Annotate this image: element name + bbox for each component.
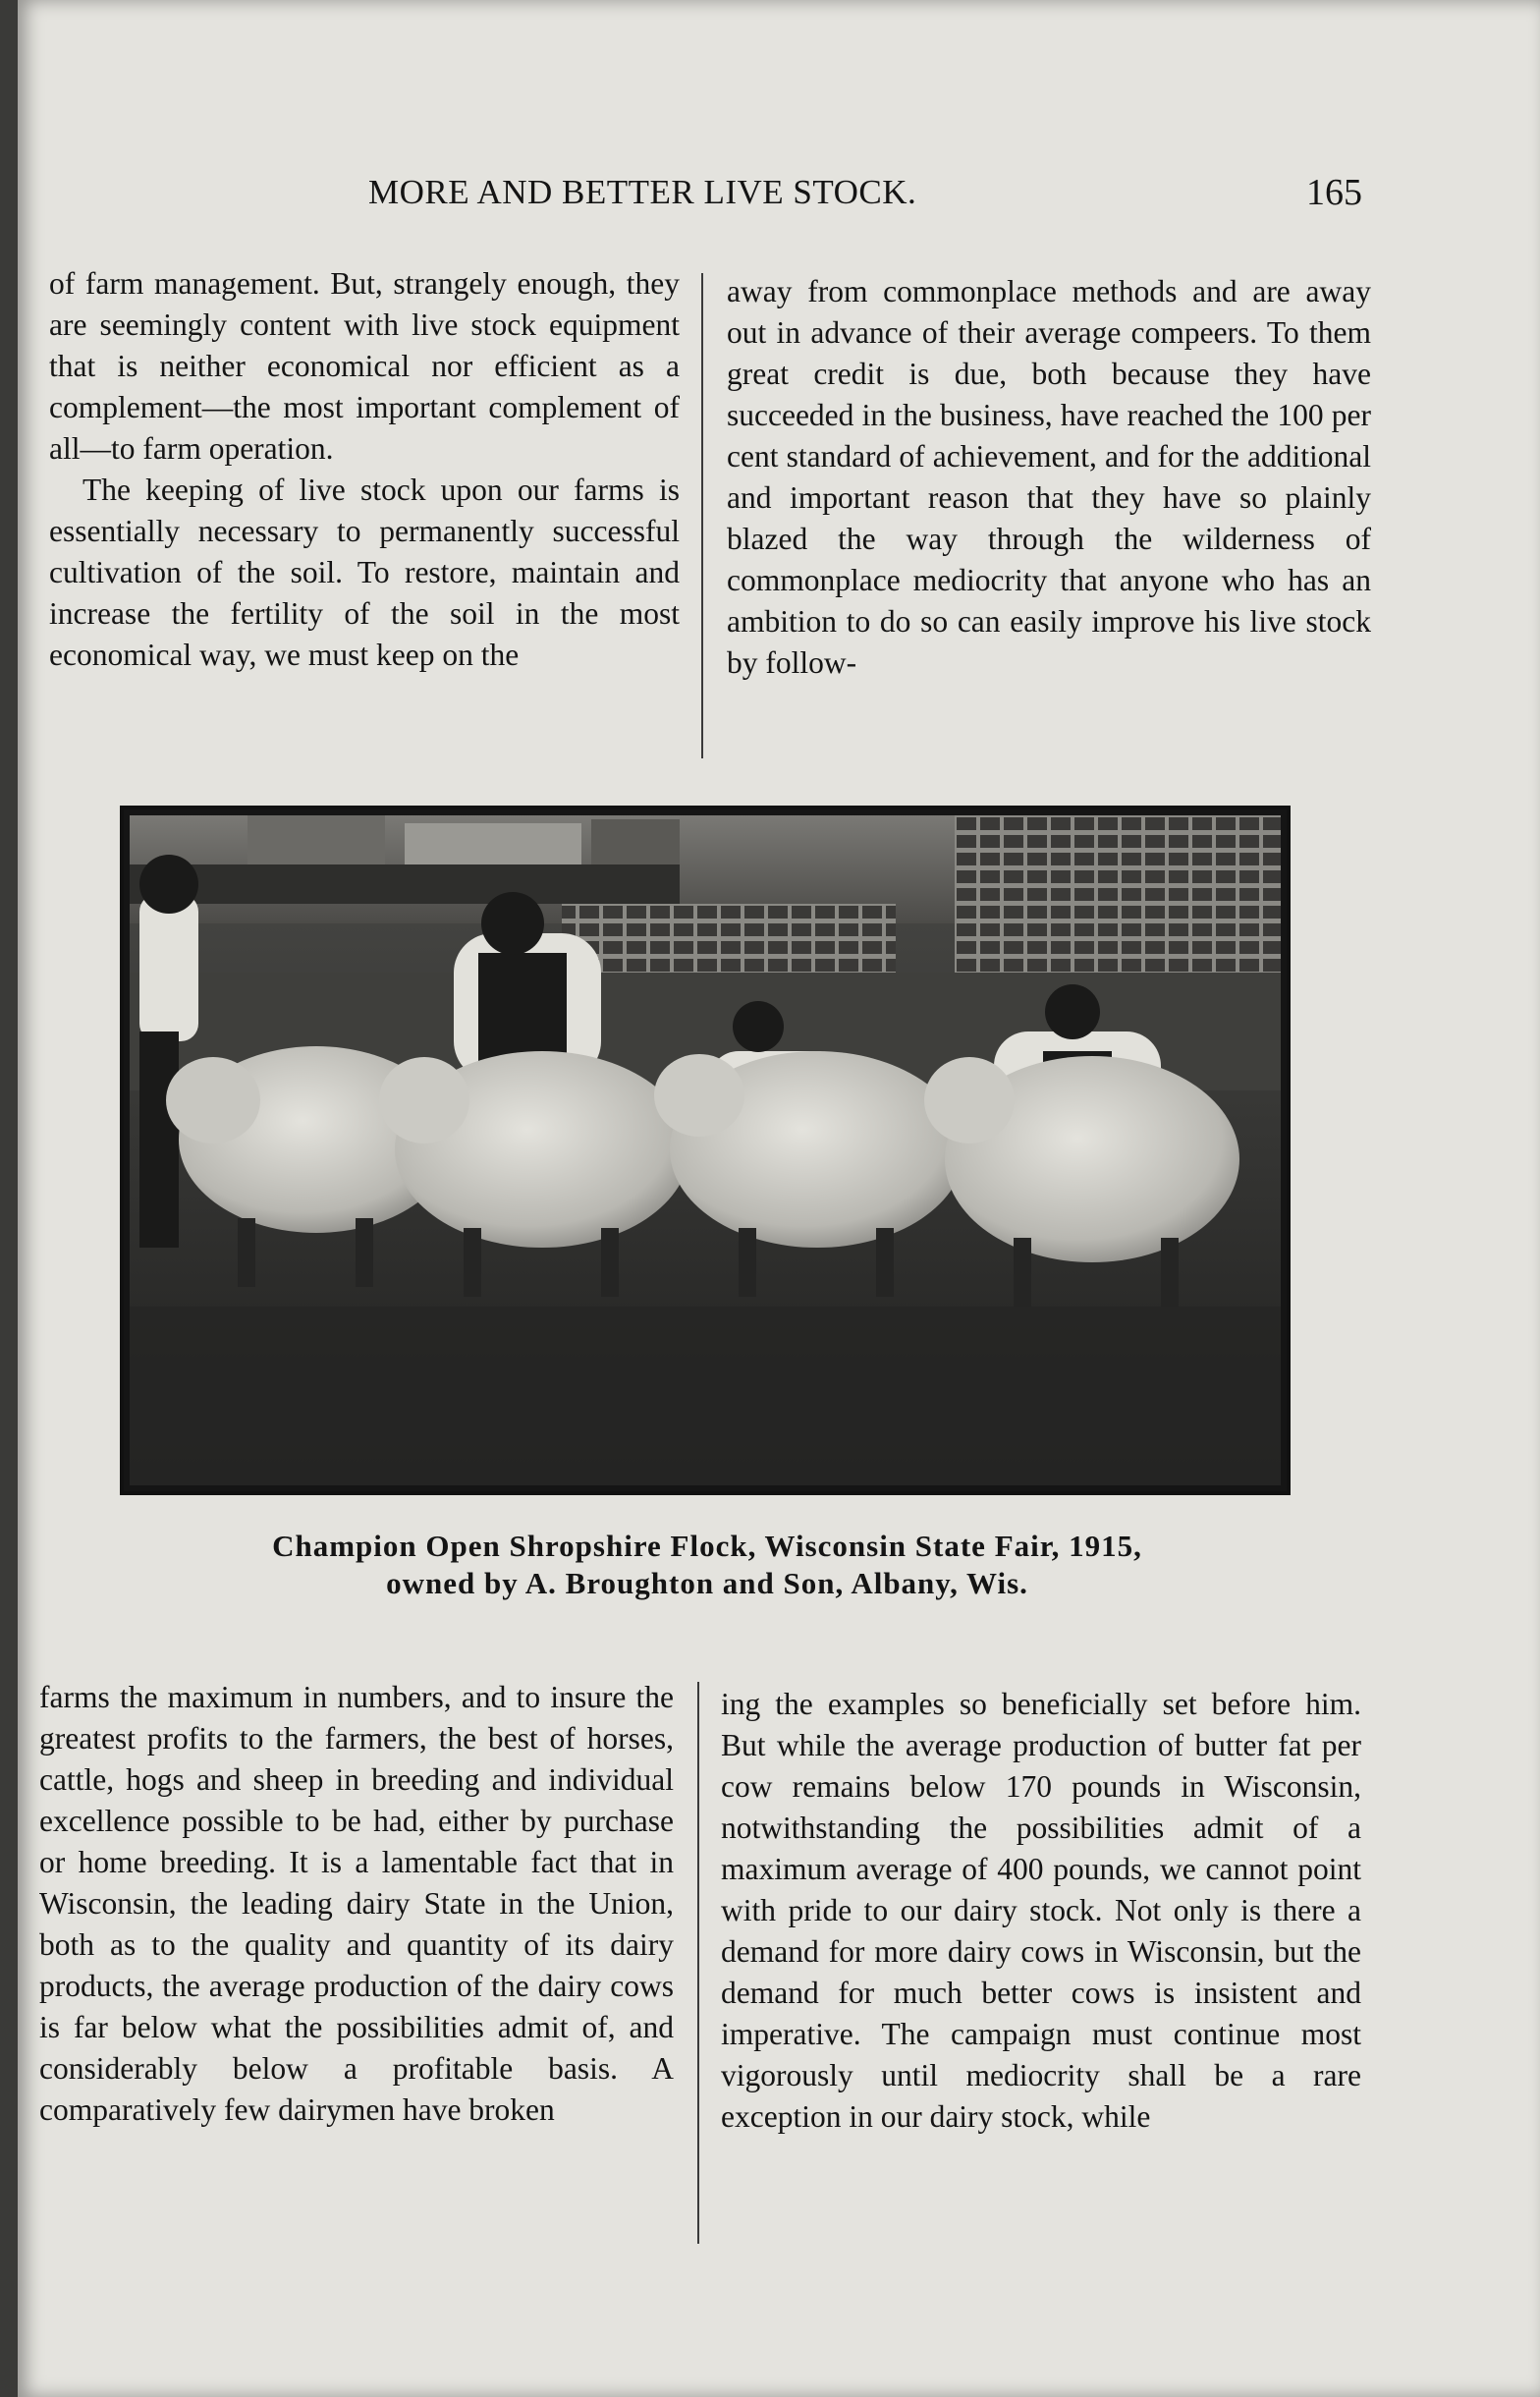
paragraph: The keeping of live stock upon our farms is essentially necessary to permanently successful cultivation of the soil. To restore, maintain and increase the fertility of the soil in the most economical way, we must keep on the (49, 473, 680, 672)
paragraph: ing the examples so beneficially set before him. But while the average production of butter fat per cow remains below 170 pounds in Wisconsin, notwithstanding the possibilities admit of a maximum average of 400 pounds, we cannot point with pride to our dairy stock. Not only is there a demand for more dairy cows in Wisconsin, but the demand for much better cows is insistent and imperative. The campaign must continue most vigorously until mediocrity shall be a rare exception in our dairy stock, while (721, 1687, 1361, 2134)
page-binding-edge (0, 0, 18, 2397)
column-divider (697, 1682, 699, 2244)
figure-caption (98, 1528, 1316, 1602)
sheep-flock-photo (120, 806, 1291, 1495)
page-number: 165 (1306, 172, 1362, 213)
caption-line: Champion Open Shropshire Flock, Wisconsin State Fair, 1915, (272, 1529, 1142, 1563)
column-bottom-right (721, 1684, 1361, 2138)
paragraph: farms the maximum in numbers, and to insure the greatest profits to the farmers, the best of horses, cattle, hogs and sheep in breeding and individual excellence possible to be had, either by purchase or home breeding. It is a lamentable fact that in Wisconsin, the leading dairy State in the Union, both as to the quality and quantity of its dairy products, the average production of the dairy cows is far below what the possibilities admit of, and considerably below a profitable basis. A comparatively few dairymen have broken (39, 1680, 674, 2127)
column-top-right (727, 271, 1371, 684)
column-divider (701, 273, 703, 758)
running-title: MORE AND BETTER LIVE STOCK. (368, 173, 917, 211)
paragraph: of farm management. But, strangely enough, they are seemingly content with live stock equipment that is neither economical nor efficient as a complement—the most important complement of all—to farm operation. (49, 266, 680, 466)
column-top-left (49, 263, 680, 676)
paragraph: away from commonplace methods and are away out in advance of their average compeers. To them great credit is due, both because they have succeeded in the business, have reached the 100 per cent standard of achievement, and for the additional and important reason that they have so plainly blazed the way through the wilderness of commonplace mediocrity that anyone who has an ambition to do so can easily improve his live stock by follow- (727, 274, 1371, 680)
photo-illustration (130, 815, 1281, 1485)
column-bottom-left (39, 1677, 674, 2131)
caption-line: owned by A. Broughton and Son, Albany, Wis. (386, 1566, 1028, 1600)
